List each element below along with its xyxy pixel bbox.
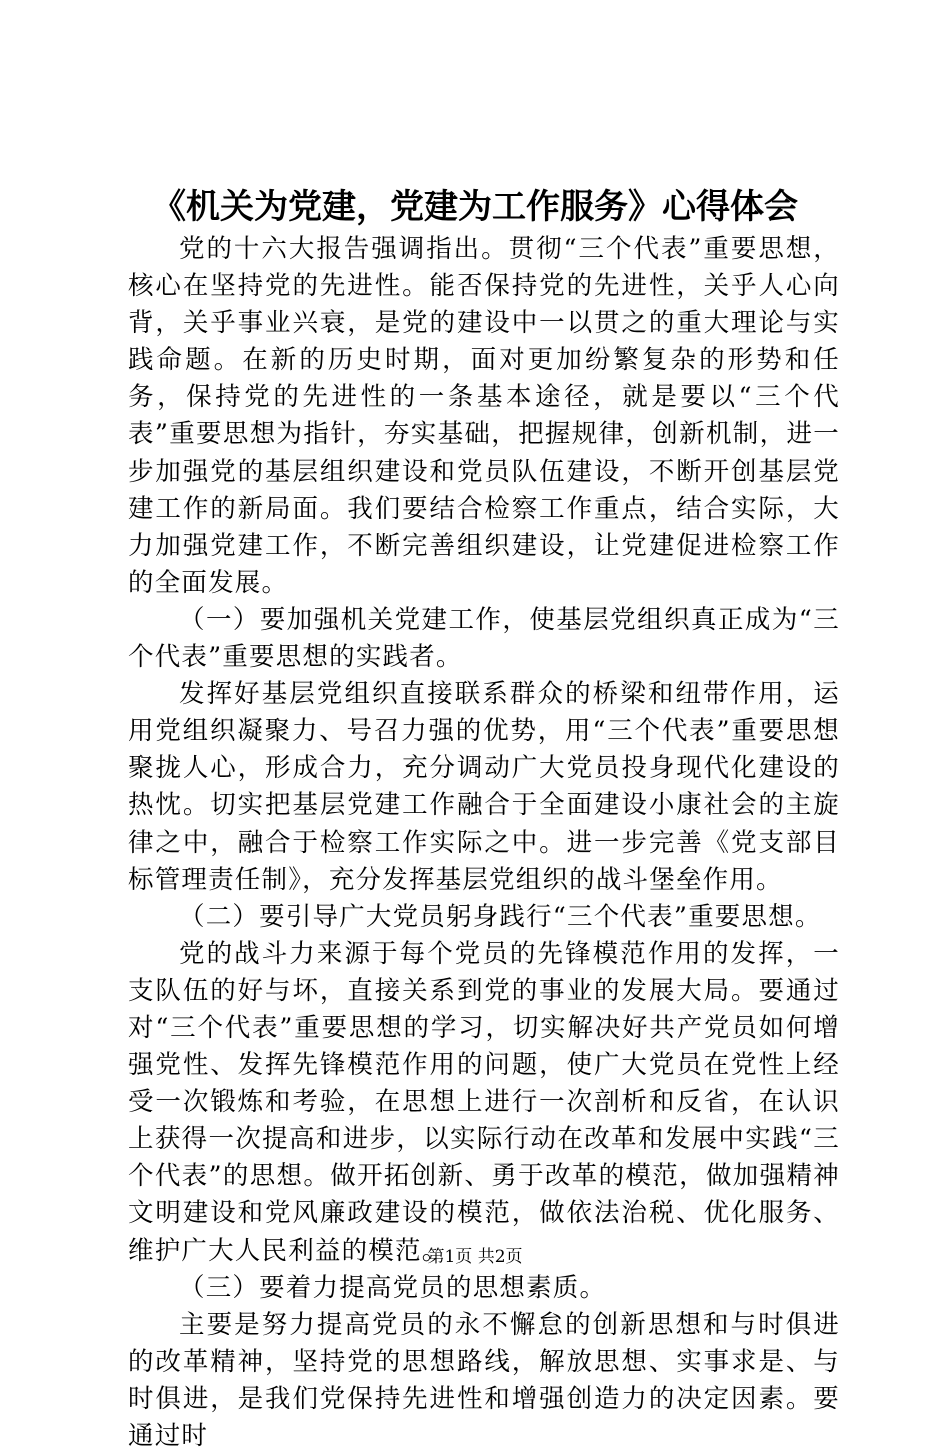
paragraph: 党的十六大报告强调指出。贯彻“三个代表”重要思想，核心在坚持党的先进性。能否保持党的先进性，关乎人心向背，关乎事业兴衰，是党的建设中一以贯之的重大理论与实践命题。在新的历史时期，面对更加纷繁复杂的形势和任务，保持党的先进性的一条基本途径，就是要以“三个代表”重要思想为指针，夯实基础，把握规律，创新机制，进一步加强党的基层组织建设和党员队伍建设，不断开创基层党建工作的新局面。我们要结合检察工作重点，结合实际，大力加强党建工作，不断完善组织建设，让党建促进检察工作的全面发展。 (128, 234, 840, 598)
document-body (128, 231, 840, 1455)
page-footer: 第1页 共2页 (427, 1247, 523, 1267)
section-heading: （一）要加强机关党建工作，使基层党组织真正成为“三个代表”重要思想的实践者。 (128, 604, 840, 673)
section-heading: （二）要引导广大党员躬身践行“三个代表”重要思想。 (179, 901, 822, 932)
document-title: 《机关为党建，党建为工作服务》心得体会 (152, 187, 798, 227)
section-heading: （三）要着力提高党员的思想素质。 (179, 1272, 607, 1303)
paragraph: 党的战斗力来源于每个党员的先锋模范作用的发挥，一支队伍的好与坏，直接关系到党的事业的发展大局。要通过对“三个代表”重要思想的学习，切实解决好共产党员如何增强党性、发挥先锋模范作用的问题，使广大党员在党性上经受一次锻炼和考验，在思想上进行一次剖析和反省，在认识上获得一次提高和进步，以实际行动在改革和发展中实践“三个代表”的思想。做开拓创新、勇于改革的模范，做加强精神文明建设和党风廉政建设的模范，做依法治税、优化服务、维护广大人民利益的模范。 (128, 938, 840, 1266)
paragraph: 发挥好基层党组织直接联系群众的桥梁和纽带作用，运用党组织凝聚力、号召力强的优势，用“三个代表”重要思想聚拢人心，形成合力，充分调动广大党员投身现代化建设的热忱。切实把基层党建工作融合于全面建设小康社会的主旋律之中，融合于检察工作实际之中。进一步完善《党支部目标管理责任制》，充分发挥基层党组织的战斗堡垒作用。 (128, 679, 840, 895)
paragraph: 主要是努力提高党员的永不懈怠的创新思想和与时俱进的改革精神，坚持党的思想路线，解放思想、实事求是、与时俱进，是我们党保持先进性和增强创造力的决定因素。要通过时 (128, 1309, 840, 1451)
